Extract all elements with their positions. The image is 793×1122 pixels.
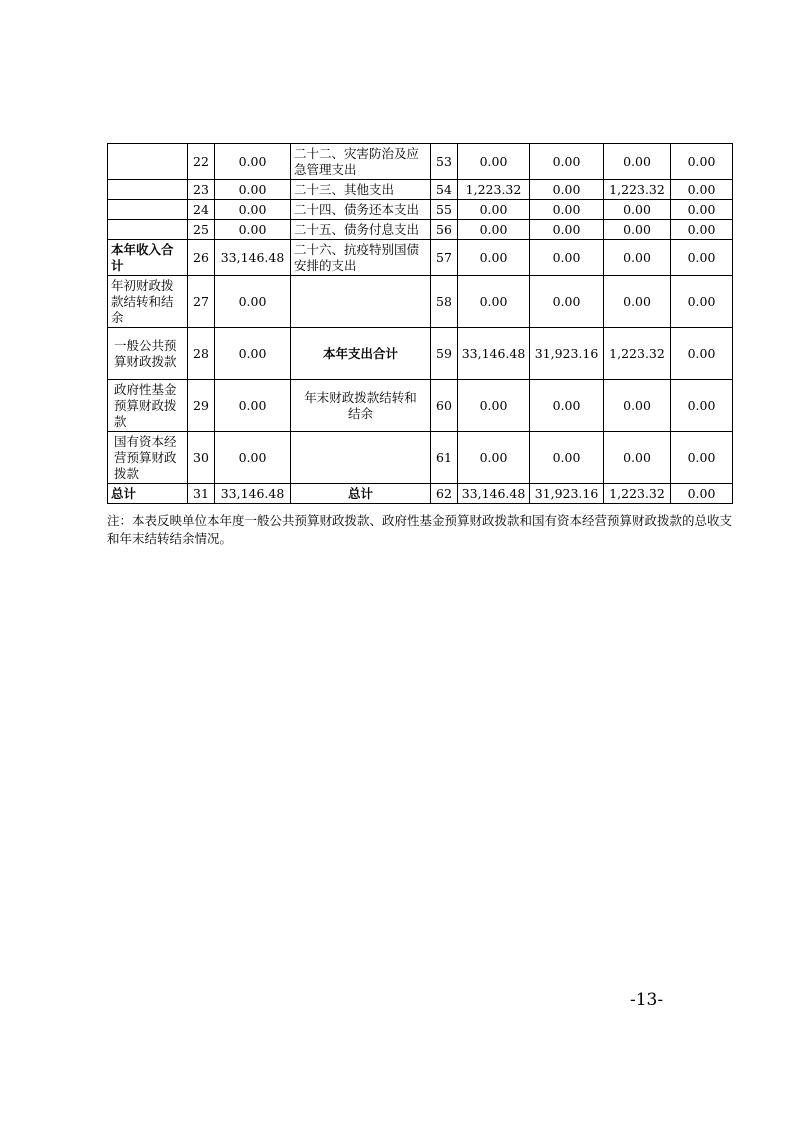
expense-total: 0.00 xyxy=(458,432,530,484)
expense-col-3: 1,223.32 xyxy=(604,328,671,380)
table-row xyxy=(108,432,733,484)
expense-total: 0.00 xyxy=(458,380,530,432)
expense-label-cell: 二十四、债务还本支出 xyxy=(291,200,431,220)
table-row xyxy=(108,380,733,432)
expense-total: 33,146.48 xyxy=(458,328,530,380)
table-row xyxy=(108,328,733,380)
expense-col-4: 0.00 xyxy=(671,200,733,220)
expense-col-4: 0.00 xyxy=(671,432,733,484)
income-row-number: 31 xyxy=(188,484,215,504)
table-row xyxy=(108,144,733,180)
expense-col-2: 0.00 xyxy=(530,432,604,484)
expense-total: 1,223.32 xyxy=(458,180,530,200)
expense-label-cell: 本年支出合计 xyxy=(291,328,431,380)
income-label-cell xyxy=(108,200,188,220)
income-amount: 33,146.48 xyxy=(215,240,291,276)
expense-col-3: 0.00 xyxy=(604,144,671,180)
expense-col-3: 0.00 xyxy=(604,200,671,220)
page-number: -13- xyxy=(630,990,664,1010)
table-row xyxy=(108,220,733,240)
income-row-number: 24 xyxy=(188,200,215,220)
income-label-cell: 政府性基金预算财政拨款 xyxy=(108,380,188,432)
expense-col-4: 0.00 xyxy=(671,328,733,380)
income-amount: 0.00 xyxy=(215,276,291,328)
expense-label-cell: 年末财政拨款结转和结余 xyxy=(291,380,431,432)
expense-total: 0.00 xyxy=(458,240,530,276)
income-label-cell: 国有资本经营预算财政拨款 xyxy=(108,432,188,484)
expense-total: 0.00 xyxy=(458,220,530,240)
income-amount: 33,146.48 xyxy=(215,484,291,504)
income-amount: 0.00 xyxy=(215,200,291,220)
expense-label-cell: 二十二、灾害防治及应急管理支出 xyxy=(291,144,431,180)
expense-col-4: 0.00 xyxy=(671,276,733,328)
income-label-cell xyxy=(108,220,188,240)
expense-label-cell: 二十六、抗疫特别国债安排的支出 xyxy=(291,240,431,276)
income-amount: 0.00 xyxy=(215,328,291,380)
expense-row-number: 61 xyxy=(431,432,458,484)
income-label-cell xyxy=(108,144,188,180)
expense-total: 33,146.48 xyxy=(458,484,530,504)
expense-row-number: 53 xyxy=(431,144,458,180)
expense-col-2: 0.00 xyxy=(530,380,604,432)
expense-col-3: 1,223.32 xyxy=(604,180,671,200)
expense-col-2: 0.00 xyxy=(530,276,604,328)
income-amount: 0.00 xyxy=(215,220,291,240)
expense-col-3: 0.00 xyxy=(604,240,671,276)
expense-col-4: 0.00 xyxy=(671,180,733,200)
expense-row-number: 56 xyxy=(431,220,458,240)
expense-label-cell: 二十五、债务付息支出 xyxy=(291,220,431,240)
income-row-number: 30 xyxy=(188,432,215,484)
expense-col-2: 0.00 xyxy=(530,200,604,220)
table-row xyxy=(108,200,733,220)
income-amount: 0.00 xyxy=(215,180,291,200)
expense-col-2: 31,923.16 xyxy=(530,328,604,380)
expense-row-number: 57 xyxy=(431,240,458,276)
expense-label-cell xyxy=(291,276,431,328)
expense-col-4: 0.00 xyxy=(671,220,733,240)
income-row-number: 25 xyxy=(188,220,215,240)
income-label-cell: 年初财政拨款结转和结余 xyxy=(108,276,188,328)
income-row-number: 27 xyxy=(188,276,215,328)
fiscal-appropriation-table xyxy=(107,143,733,504)
expense-col-4: 0.00 xyxy=(671,144,733,180)
income-label-cell xyxy=(108,180,188,200)
expense-label-cell: 总计 xyxy=(291,484,431,504)
table-row xyxy=(108,276,733,328)
income-row-number: 28 xyxy=(188,328,215,380)
expense-col-3: 0.00 xyxy=(604,276,671,328)
expense-row-number: 59 xyxy=(431,328,458,380)
expense-row-number: 55 xyxy=(431,200,458,220)
expense-col-2: 0.00 xyxy=(530,144,604,180)
expense-col-4: 0.00 xyxy=(671,240,733,276)
income-label-cell: 本年收入合计 xyxy=(108,240,188,276)
income-row-number: 23 xyxy=(188,180,215,200)
expense-row-number: 62 xyxy=(431,484,458,504)
expense-label-cell: 二十三、其他支出 xyxy=(291,180,431,200)
table-row xyxy=(108,180,733,200)
income-row-number: 29 xyxy=(188,380,215,432)
expense-col-3: 1,223.32 xyxy=(604,484,671,504)
expense-row-number: 54 xyxy=(431,180,458,200)
table-footnote: 注：本表反映单位本年度一般公共预算财政拨款、政府性基金预算财政拨款和国有资本经营预算财政拨款的总收支和年末结转结余情况。 xyxy=(107,513,733,546)
table-row-total xyxy=(108,484,733,504)
expense-row-number: 58 xyxy=(431,276,458,328)
expense-label-cell xyxy=(291,432,431,484)
expense-col-3: 0.00 xyxy=(604,220,671,240)
income-amount: 0.00 xyxy=(215,432,291,484)
income-label-cell: 总计 xyxy=(108,484,188,504)
income-label-cell: 一般公共预算财政拨款 xyxy=(108,328,188,380)
expense-total: 0.00 xyxy=(458,200,530,220)
income-row-number: 26 xyxy=(188,240,215,276)
expense-col-3: 0.00 xyxy=(604,432,671,484)
expense-total: 0.00 xyxy=(458,144,530,180)
income-row-number: 22 xyxy=(188,144,215,180)
expense-col-4: 0.00 xyxy=(671,484,733,504)
expense-total: 0.00 xyxy=(458,276,530,328)
expense-col-2: 0.00 xyxy=(530,240,604,276)
income-amount: 0.00 xyxy=(215,380,291,432)
income-amount: 0.00 xyxy=(215,144,291,180)
expense-col-2: 31,923.16 xyxy=(530,484,604,504)
expense-col-3: 0.00 xyxy=(604,380,671,432)
expense-row-number: 60 xyxy=(431,380,458,432)
expense-col-2: 0.00 xyxy=(530,220,604,240)
expense-col-2: 0.00 xyxy=(530,180,604,200)
expense-col-4: 0.00 xyxy=(671,380,733,432)
table-row xyxy=(108,240,733,276)
